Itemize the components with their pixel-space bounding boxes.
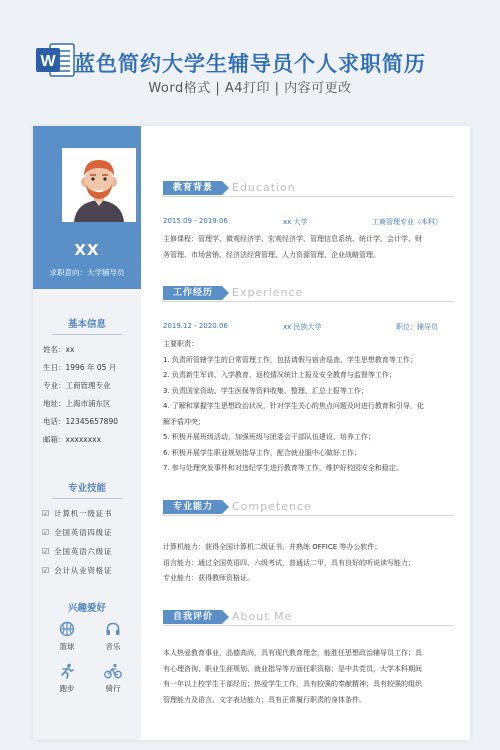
divider xyxy=(163,196,454,197)
basketball-icon xyxy=(59,621,75,637)
skills-heading xyxy=(33,480,141,499)
info-birthday: 生日：1996 年 05 月 xyxy=(43,363,117,372)
experience-position: 职位：辅导员 xyxy=(396,323,438,331)
experience-period: 2019.12 - 2020.06 xyxy=(163,322,228,330)
skills-list xyxy=(42,508,138,584)
section-title-en: Experience xyxy=(232,286,304,299)
page-header xyxy=(0,0,500,125)
resume-sidebar xyxy=(33,126,141,740)
section-title: 专业能力 xyxy=(163,500,222,514)
text-line: 专业能力：获得教师资格证。 xyxy=(163,574,254,582)
basic-info-heading-text: 基本信息 xyxy=(67,319,106,330)
info-address: 地址：上海市浦东区 xyxy=(43,399,111,408)
about-text xyxy=(163,646,454,708)
divider xyxy=(163,515,454,516)
hobby-item xyxy=(93,663,133,694)
section-title-en: Education xyxy=(232,181,296,194)
experience-org: xx 民族大学 xyxy=(283,323,322,331)
competence-text xyxy=(163,540,454,587)
hobbies-heading xyxy=(33,600,141,614)
experience-section xyxy=(163,286,454,477)
text-line: 本人热爱教育事业，品德高尚，具有现代教育理念，能胜任思想政治辅导员工作；具 xyxy=(163,649,422,657)
candidate-name: XX xyxy=(74,241,100,259)
hobby-label: 骑行 xyxy=(105,684,121,693)
divider xyxy=(163,301,454,302)
hobbies-heading-text: 兴趣爱好 xyxy=(67,603,106,614)
text-line: 有一年以上校学生干部经历；热爱学生工作，具有较强的奉献精神；具有较强的组织 xyxy=(163,680,422,688)
hobby-label: 音乐 xyxy=(105,642,121,651)
about-section xyxy=(163,610,454,708)
divider xyxy=(163,625,454,626)
text-line: 2. 负责新生军训、入学教育、返校情况统计上报及安全教育与监督等工作； xyxy=(163,371,396,379)
job-intent: 求职意向：大学辅导员 xyxy=(49,268,125,277)
skill-item xyxy=(42,565,138,584)
avatar-illustration-icon xyxy=(62,148,136,222)
running-icon xyxy=(59,663,75,679)
resume-page xyxy=(33,126,470,740)
education-major: 工商管理专业（本科） xyxy=(372,218,442,226)
text-line: 5. 积极开展班级活动，加强班级与团委会干部队伍建设、培养工作； xyxy=(163,433,375,441)
text-line: 计算机能力：获得全国计算机二级证书，并熟练 OFFICE 等办公软件； xyxy=(163,543,382,551)
document-title: 蓝色简约大学生辅导员个人求职简历 xyxy=(74,52,426,76)
checkbox-icon: ☑ xyxy=(42,528,50,537)
basic-info-list xyxy=(43,344,137,452)
skill-label: 全国英语四级证 xyxy=(54,528,113,537)
hobby-label: 篮球 xyxy=(59,642,75,651)
info-name: 姓名：xx xyxy=(43,345,75,354)
hobby-item xyxy=(47,663,87,694)
skills-heading-text: 专业技能 xyxy=(67,483,106,494)
experience-header xyxy=(163,286,454,302)
hobby-item xyxy=(93,621,133,652)
skill-item xyxy=(42,546,138,565)
skill-item xyxy=(42,508,138,527)
text-line: 语言能力：通过全国英语四、六级考试，普通话二甲，具有良好的听说读写能力； xyxy=(163,558,415,567)
svg-text:W: W xyxy=(40,53,56,70)
section-title: 工作经历 xyxy=(163,286,222,300)
skill-label: 计算机一级证书 xyxy=(54,509,113,518)
experience-text xyxy=(163,337,454,477)
about-header xyxy=(163,610,454,626)
headphones-icon xyxy=(105,621,121,637)
section-title: 自我评价 xyxy=(163,610,222,624)
checkbox-icon: ☑ xyxy=(42,566,50,575)
text-line: 有心理咨询、职业生涯规划、就业指导等方面任职资格；是中共党员，大学本科期间 xyxy=(163,664,422,673)
text-line: 管理能力及语言、文字表达能力；具有正常履行职责的身体条件。 xyxy=(163,695,366,704)
education-school: xx 大学 xyxy=(283,218,308,226)
text-line: 3. 负责国家资助、学生医保等资料收集、整理、汇总上报等工作； xyxy=(163,386,368,395)
basic-info-heading xyxy=(33,316,141,335)
info-email: 邮箱：xxxxxxxx xyxy=(43,435,102,444)
divider xyxy=(52,498,122,499)
text-line: 解矛盾冲突； xyxy=(163,417,205,426)
competence-header xyxy=(163,500,454,516)
section-title-en: About Me xyxy=(232,610,293,623)
education-header xyxy=(163,181,454,197)
skill-item xyxy=(42,527,138,546)
info-major: 专业：工商管理专业 xyxy=(43,381,111,390)
skill-label: 全国英语六级证 xyxy=(54,547,113,556)
hobby-label: 跑步 xyxy=(59,684,75,693)
info-phone: 电话：12345657890 xyxy=(43,417,118,426)
text-line: 7. 参与处理突发事件和对违纪学生进行教育等工作，维护好校园安全和稳定。 xyxy=(163,464,403,472)
education-section xyxy=(163,181,454,263)
section-title: 教育背景 xyxy=(163,181,222,195)
cycling-icon xyxy=(104,663,122,679)
text-line: 主要职责： xyxy=(163,340,198,348)
divider xyxy=(52,334,122,335)
text-line: 4. 了解和掌握学生思想政治状况，针对学生关心的焦点问题及时进行教育和引导，化 xyxy=(163,402,424,410)
hobby-item xyxy=(47,621,87,652)
checkbox-icon: ☑ xyxy=(42,547,50,556)
document-subtitle: Word格式 | A4打印 | 内容可更改 xyxy=(148,81,352,96)
checkbox-icon: ☑ xyxy=(42,509,50,518)
section-title-en: Competence xyxy=(232,500,312,513)
profile-block xyxy=(33,126,141,289)
text-line: 主修课程：管理学、微观经济学、宏观经济学、管理信息系统、统计学、会计学、财 xyxy=(163,235,422,243)
text-line: 6. 积极开展学生职业规划指导工作，配合就业服中心做好工作； xyxy=(163,448,361,457)
experience-meta xyxy=(163,322,454,334)
competence-section xyxy=(163,500,454,587)
avatar xyxy=(62,148,136,222)
education-meta xyxy=(163,217,454,229)
skill-label: 会计从业资格证 xyxy=(54,566,113,575)
text-line: 务管理、市场营销、经济法经营管理、人力资源管理、企业战略管理。 xyxy=(163,250,380,259)
education-period: 2015.09 - 2019.06 xyxy=(163,217,228,225)
text-line: 1. 负责所管辖学生的日常管理工作，包括请假与宿舍巡查、学生思想教育等工作； xyxy=(163,355,417,364)
education-text xyxy=(163,232,454,263)
